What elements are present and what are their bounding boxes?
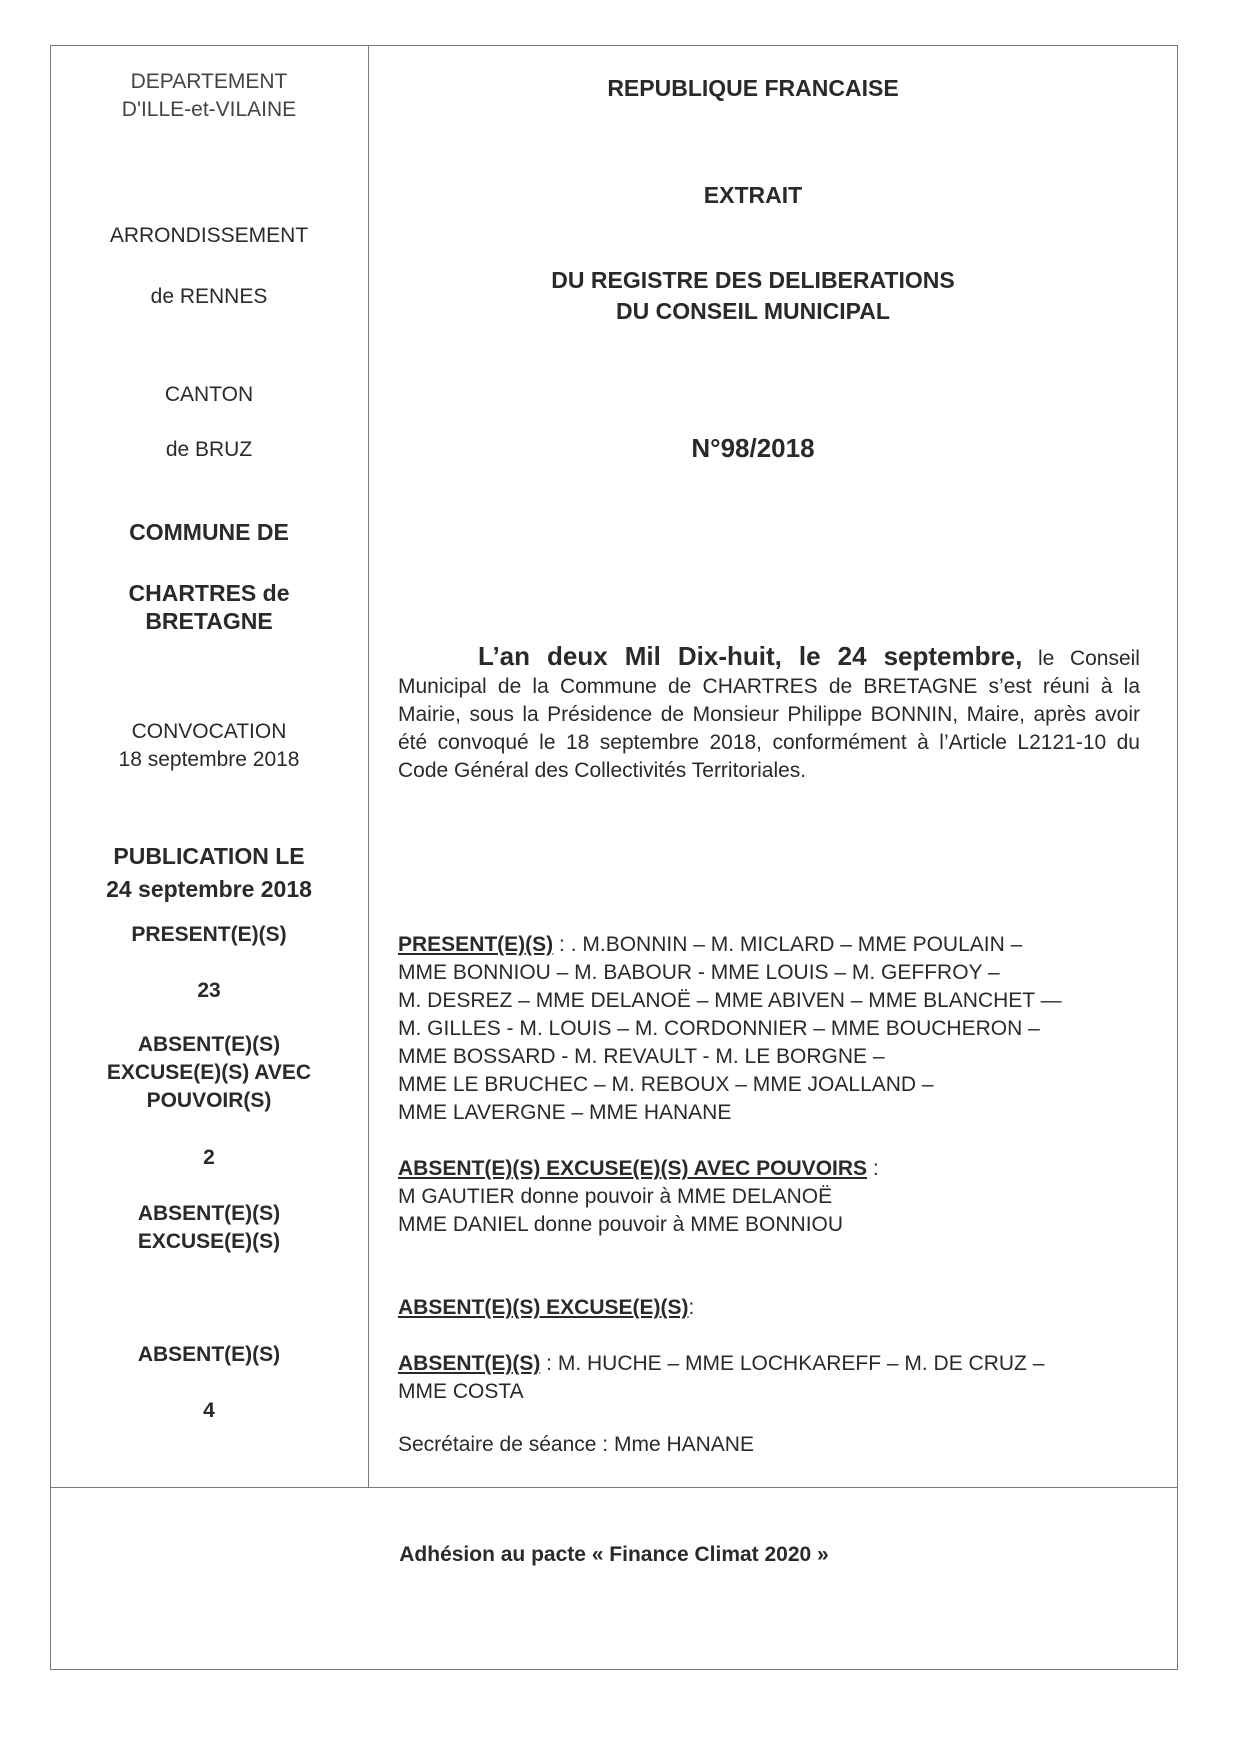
commune-name-line-1: CHARTRES de <box>128 580 290 606</box>
absents-colon: : <box>540 1352 558 1375</box>
republique-heading: REPUBLIQUE FRANCAISE <box>607 75 899 101</box>
absent-pouvoir-label-line-3: POUVOIR(S) <box>146 1089 272 1112</box>
excuses-label: ABSENT(E)(S) EXCUSE(E)(S) <box>398 1296 689 1319</box>
publication-label: PUBLICATION LE <box>113 843 305 869</box>
excuses-section <box>398 1294 1140 1322</box>
present-count: 23 <box>197 979 221 1002</box>
commune-label: COMMUNE DE <box>129 519 289 545</box>
absent-excuse-label-line-2: EXCUSE(E)(S) <box>137 1230 281 1253</box>
pouvoirs-section <box>398 1155 1140 1239</box>
present-line-4: M. GILLES - M. LOUIS – M. CORDONNIER – MME BOUCHERON – <box>398 1017 1040 1040</box>
present-line-1: M.BONNIN – M. MICLARD – MME POULAIN – <box>582 933 1023 956</box>
registre-heading <box>370 265 1136 327</box>
commune-name-line-2: BRETAGNE <box>145 608 273 634</box>
secretaire-line: Secrétaire de séance : Mme HANANE <box>398 1433 754 1456</box>
arrondissement-label: ARRONDISSEMENT <box>109 224 309 247</box>
footer-divider <box>50 1487 1178 1488</box>
registre-heading-line-1: DU REGISTRE DES DELIBERATIONS <box>551 267 955 293</box>
registre-heading-line-2: DU CONSEIL MUNICIPAL <box>616 298 890 324</box>
pouvoirs-colon: : <box>867 1157 879 1180</box>
convocation-block <box>50 718 368 774</box>
arrondissement-name: de RENNES <box>150 285 268 308</box>
departement-label: DEPARTEMENT <box>130 70 288 93</box>
present-line-7: MME LAVERGNE – MME HANANE <box>398 1101 732 1124</box>
absent-pouvoir-count: 2 <box>203 1146 215 1169</box>
absent-pouvoir-label <box>50 1031 368 1115</box>
absents-line-1: M. HUCHE – MME LOCHKAREFF – M. DE CRUZ – <box>557 1352 1045 1375</box>
absents-line-2: MME COSTA <box>398 1380 524 1403</box>
intro-text: le Conseil Municipal de la Commune de CHARTRES de BRETAGNE s’est réuni à la Mairie, sous la Présidence de Monsieur Philippe BONNIN, Maire, après avoir été convoqué le 18 septembre 2018, conformément à l’Article L2121-10 du Code Général des Collectivités Territoriales. <box>398 647 1140 782</box>
column-divider <box>368 45 369 1487</box>
absent-pouvoir-label-line-2: EXCUSE(E)(S) AVEC <box>106 1061 312 1084</box>
present-label: PRESENT(E)(S) <box>398 933 554 956</box>
present-line-5: MME BOSSARD - M. REVAULT - M. LE BORGNE – <box>398 1045 885 1068</box>
absent-pouvoir-label-line-1: ABSENT(E)(S) <box>137 1033 281 1056</box>
present-section <box>398 931 1140 1127</box>
departement-block <box>50 68 368 124</box>
convocation-label: CONVOCATION <box>131 720 287 743</box>
publication-date: 24 septembre 2018 <box>106 876 312 902</box>
present-line-6: MME LE BRUCHEC – M. REBOUX – MME JOALLAND – <box>398 1073 934 1096</box>
absent-excuse-label-line-1: ABSENT(E)(S) <box>137 1202 281 1225</box>
convocation-date: 18 septembre 2018 <box>118 748 300 771</box>
absents-section <box>398 1350 1140 1406</box>
absent-count: 4 <box>203 1399 215 1422</box>
excuses-colon: : <box>688 1296 695 1319</box>
extrait-heading: EXTRAIT <box>703 182 803 208</box>
canton-name: de BRUZ <box>165 438 253 461</box>
intro-lead: L’an deux Mil Dix-huit, le 24 septembre, <box>478 641 1023 671</box>
departement-name: D'ILLE-et-VILAINE <box>121 98 297 121</box>
deliberation-subject: Adhésion au pacte « Finance Climat 2020 » <box>399 1543 829 1566</box>
commune-name <box>50 579 368 635</box>
absent-label: ABSENT(E)(S) <box>137 1343 281 1366</box>
pouvoirs-line-2: MME DANIEL donne pouvoir à MME BONNIOU <box>398 1213 844 1236</box>
present-separator: : . <box>553 933 583 956</box>
deliberation-number: N°98/2018 <box>691 433 815 463</box>
absents-label: ABSENT(E)(S) <box>398 1352 541 1375</box>
intro-paragraph <box>398 642 1140 785</box>
canton-label: CANTON <box>164 383 254 406</box>
pouvoirs-label: ABSENT(E)(S) EXCUSE(E)(S) AVEC POUVOIRS <box>398 1157 868 1180</box>
pouvoirs-line-1: M GAUTIER donne pouvoir à MME DELANOË <box>398 1185 833 1208</box>
publication-block <box>50 840 368 906</box>
present-count-label: PRESENT(E)(S) <box>131 923 287 946</box>
absent-excuse-label <box>50 1200 368 1256</box>
present-line-3: M. DESREZ – MME DELANOË – MME ABIVEN – MME BLANCHET — <box>398 989 1062 1012</box>
present-line-2: MME BONNIOU – M. BABOUR - MME LOUIS – M. GEFFROY – <box>398 961 1000 984</box>
